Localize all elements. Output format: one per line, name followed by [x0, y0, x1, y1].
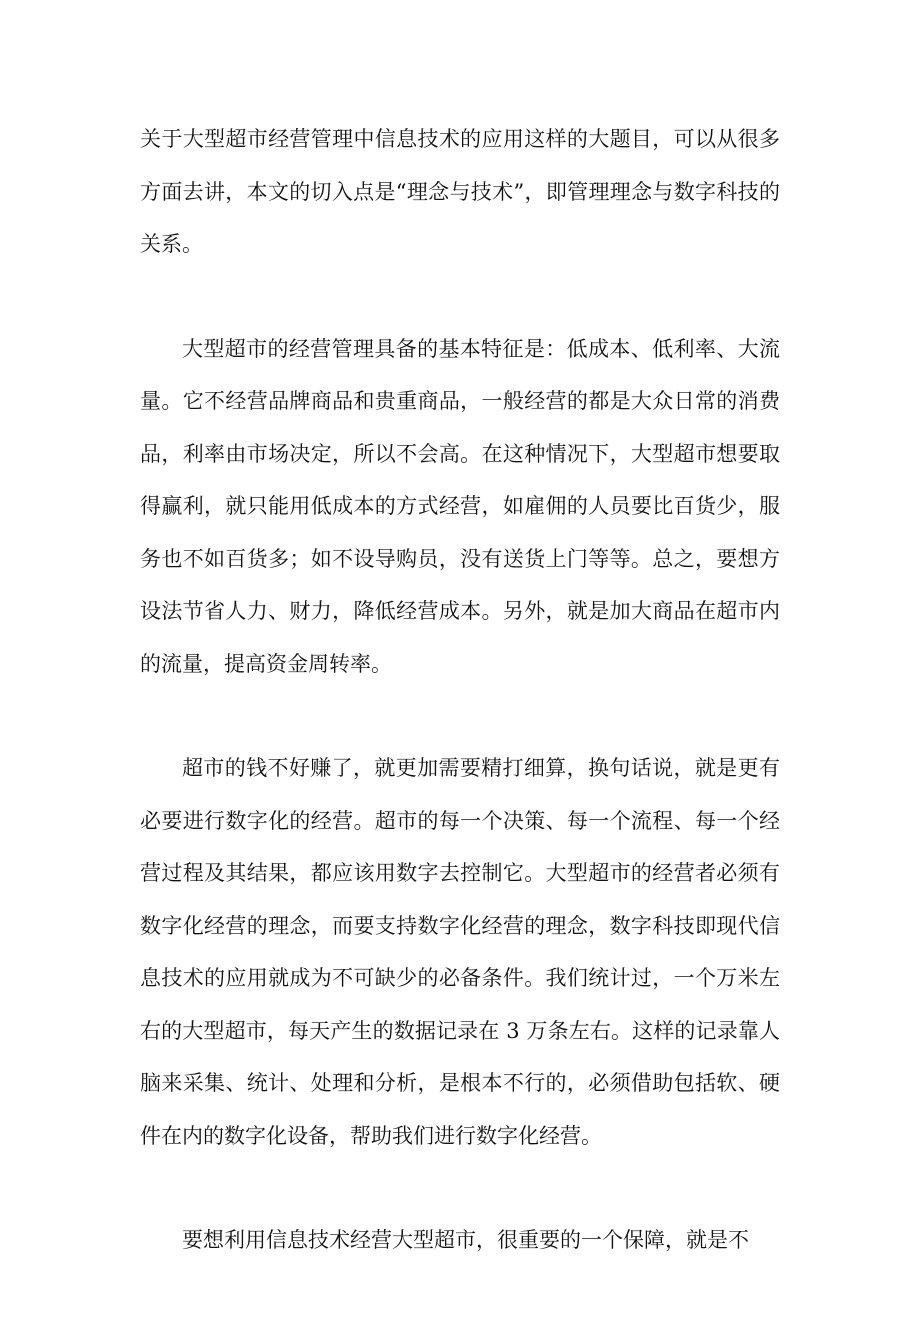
paragraph-characteristics: 大型超市的经营管理具备的基本特征是：低成本、低利率、大流量。它不经营品牌商品和贵重商品，一般经营的都是大众日常的消费品，利率由市场决定，所以不会高。在这种情况下，大型超市想要取得赢利，就只能用低成本的方式经营，如雇佣的人员要比百货少，服务也不如百货多；如不设导购员，没有送货上门等等。总之，要想方设法节省人力、财力，降低经营成本。另外，就是加大商品在超市内的流量，提高资金周转率。	[140, 336, 780, 676]
document-page	[140, 113, 780, 1319]
paragraph-digital-management: 超市的钱不好赚了，就更加需要精打细算，换句话说，就是更有必要进行数字化的经营。超市的每一个决策、每一个流程、每一个经营过程及其结果，都应该用数字去控制它。大型超市的经营者必须有数字化经营的理念，而要支持数字化经营的理念，数字科技即现代信息技术的应用就成为不可缺少的必备条件。我们统计过，一个万米左右的大型超市，每天产生的数据记录在 3 万条左右。这样的记录靠人脑来采集、统计、处理和分析，是根本不行的，必须借助包括软、硬件在内的数字化设备，帮助我们进行数字化经营。	[140, 756, 780, 1148]
paragraph-intro: 关于大型超市经营管理中信息技术的应用这样的大题目，可以从很多方面去讲，本文的切入点是“理念与技术”，即管理理念与数字科技的关系。	[140, 127, 780, 256]
paragraph-it-guarantee: 要想利用信息技术经营大型超市，很重要的一个保障，就是不	[182, 1228, 749, 1252]
